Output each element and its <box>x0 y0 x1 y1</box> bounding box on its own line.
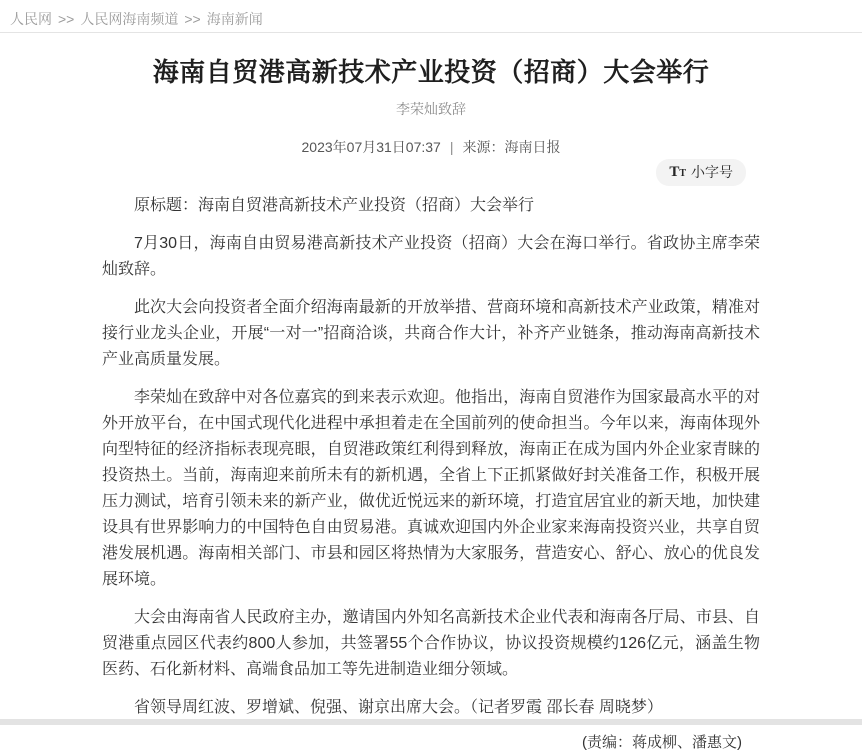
paragraph: 大会由海南省人民政府主办，邀请国内外知名高新技术企业代表和海南各厅局、市县、自贸港重点园区代表约800人参加，共签署55个合作协议，协议投资规模约126亿元，涵盖生物医药、石化新材料、高端食品加工等先进制造业细分领域。 <box>102 609 760 678</box>
original-title-text: 海南自贸港高新技术产业投资（招商）大会举行 <box>198 197 535 214</box>
breadcrumb-link-hainan-channel[interactable]: 人民网海南频道 <box>80 11 179 27</box>
breadcrumb-link-hainan-news[interactable]: 海南新闻 <box>206 11 263 27</box>
original-title-line <box>102 193 760 219</box>
paragraph: 此次大会向投资者全面介绍海南最新的开放举措、营商环境和高新技术产业政策，精准对接行业龙头企业，开展“一对一”招商洽谈，共商合作大计，补齐产业链条，推动海南高新技术产业高质量发展。 <box>102 299 760 368</box>
article-toolbar <box>102 159 760 183</box>
meta-separator: | <box>449 139 454 155</box>
source-link[interactable]: 海南日报 <box>504 139 561 155</box>
paragraph: 省领导周红波、罗增斌、倪强、谢京出席大会。（记者罗霞 邵长春 周晓梦） <box>134 699 663 716</box>
font-size-button[interactable] <box>656 159 746 186</box>
font-size-label: 小字号 <box>691 164 733 180</box>
page-bottom-border <box>0 719 862 725</box>
article-container <box>102 55 760 753</box>
source-label: 来源： <box>462 139 505 155</box>
article-meta <box>102 137 760 157</box>
font-size-icon: T T <box>669 163 686 180</box>
article-title: 海南自贸港高新技术产业投资（招商）大会举行 <box>152 57 710 87</box>
breadcrumb-separator: >> <box>58 11 75 27</box>
paragraph: 7月30日，海南自由贸易港高新技术产业投资（招商）大会在海口举行。省政协主席李荣灿致辞。 <box>102 235 760 278</box>
paragraph: 李荣灿在致辞中对各位嘉宾的到来表示欢迎。他指出，海南自贸港作为国家最高水平的对外开放平台，在中国式现代化进程中承担着走在全国前列的使命担当。今年以来，海南体现外向型特征的经济指标表现亮眼，自贸港政策红利得到释放，海南正在成为国内外企业家青睐的投资热土。当前，海南迎来前所未有的新机遇，全省上下正抓紧做好封关准备工作，积极开展压力测试，培育引领未来的新产业，做优近悦远来的新环境，打造宜居宜业的新天地，加快建设具有世界影响力的中国特色自由贸易港。真诚欢迎国内外企业家来海南投资兴业，共享自贸港发展机遇。海南相关部门、市县和园区将热情为大家服务，营造安心、舒心、放心的优良发展环境。 <box>102 389 760 588</box>
breadcrumb-link-peoples-net[interactable]: 人民网 <box>10 11 52 27</box>
breadcrumb <box>0 0 862 33</box>
publish-date: 2023年07月31日07:37 <box>301 139 441 155</box>
article-subtitle: 李荣灿致辞 <box>396 101 466 117</box>
original-title-label: 原标题： <box>134 197 199 214</box>
breadcrumb-separator: >> <box>184 11 201 27</box>
editor-note: (责编：蒋成柳、潘惠文) <box>582 734 742 751</box>
article-body <box>102 193 760 721</box>
